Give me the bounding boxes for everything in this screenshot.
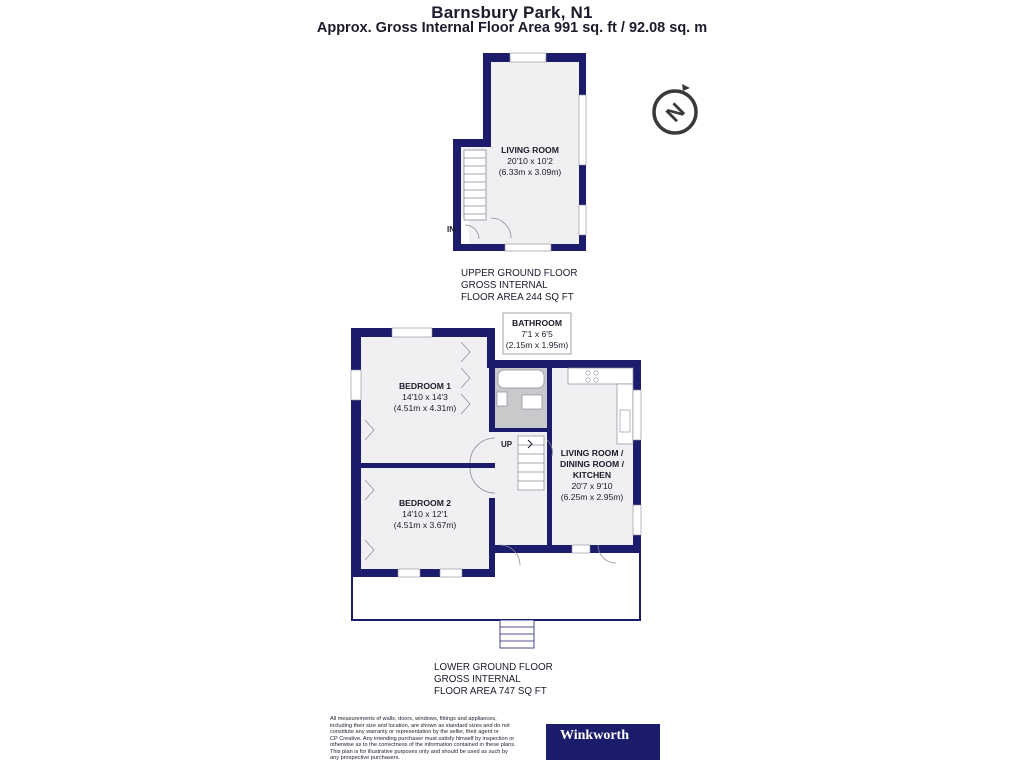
bedroom2-name: BEDROOM 2 <box>398 498 452 508</box>
living-room-metric: (6.33m x 3.09m) <box>498 167 562 177</box>
winkworth-logo: Winkworth <box>546 724 660 760</box>
bathroom-metric: (2.15m x 1.95m) <box>505 340 569 350</box>
bathroom-name: BATHROOM <box>512 318 562 328</box>
terrace-steps <box>500 620 534 648</box>
window <box>510 53 546 62</box>
compass-letter: N <box>660 97 690 127</box>
window <box>572 545 590 553</box>
lower-ground-floor <box>351 313 641 697</box>
bathtub <box>498 370 544 388</box>
sink-icon <box>620 410 630 432</box>
window <box>579 95 586 165</box>
kitchen-imperial: 20'7 x 9'10 <box>571 481 613 491</box>
basin <box>497 392 507 406</box>
window <box>440 569 462 577</box>
lower-floor-label-3: FLOOR AREA 747 SQ FT <box>434 686 547 697</box>
lower-stairs <box>518 436 544 490</box>
upper-stairs <box>464 150 486 220</box>
window <box>351 370 361 400</box>
stairs-up-label: UP <box>501 440 513 449</box>
property-address: Barnsbury Park, N1 <box>431 3 593 22</box>
window <box>633 390 641 440</box>
bedroom2-metric: (4.51m x 3.67m) <box>393 520 457 530</box>
bedroom2-imperial: 14'10 x 12'1 <box>402 509 448 519</box>
entrance-label: IN <box>447 225 455 234</box>
upper-floor-label-3: FLOOR AREA 244 SQ FT <box>461 292 574 303</box>
lower-floor-label-1: LOWER GROUND FLOOR <box>434 662 553 673</box>
kitchen-name-2: DINING ROOM / <box>560 459 624 469</box>
window <box>392 328 432 337</box>
worktop <box>568 368 633 384</box>
toilet <box>522 395 542 409</box>
window <box>633 505 641 535</box>
disclaimer-line: any prospective purchasers. <box>330 755 400 761</box>
bedroom1-imperial: 14'10 x 14'3 <box>402 392 448 402</box>
kitchen-name-1: LIVING ROOM / <box>560 448 624 458</box>
disclaimer-line: This plan is for illustrative purposes only and should be used as such by <box>330 748 508 755</box>
kitchen-name-3: KITCHEN <box>572 470 612 480</box>
lower-floor-label-2: GROSS INTERNAL <box>434 674 521 685</box>
disclaimer-line: CP Creative. Any intending purchaser must satisfy himself by inspection or <box>330 735 515 742</box>
bedroom1-metric: (4.51m x 4.31m) <box>393 403 457 413</box>
entrance-gap <box>461 217 469 244</box>
kitchen-metric: (6.25m x 2.95m) <box>560 492 624 502</box>
disclaimer-line: otherwise as to the correctness of the information contained in these plans. <box>330 742 516 748</box>
disclaimer-line: All measurements of walls, doors, windows, fittings and appliances, <box>330 716 497 722</box>
disclaimer-line: including their size and location, are shown as standard sizes and do not <box>330 722 510 729</box>
upper-floor-label-1: UPPER GROUND FLOOR <box>461 268 578 279</box>
disclaimer-line: constitute any warranty or representation by the seller, their agent or <box>330 729 499 735</box>
window <box>398 569 420 577</box>
bedroom1-name: BEDROOM 1 <box>398 381 452 391</box>
bathroom-imperial: 7'1 x 6'5 <box>521 329 553 339</box>
disclaimer-text <box>330 716 546 762</box>
living-room-name: LIVING ROOM <box>501 145 559 155</box>
compass-icon <box>654 84 696 133</box>
window <box>579 205 586 235</box>
window <box>505 244 551 251</box>
gross-area: Approx. Gross Internal Floor Area 991 sq. ft / 92.08 sq. m <box>316 20 708 36</box>
upper-ground-floor <box>447 53 586 303</box>
living-room-imperial: 20'10 x 10'2 <box>507 156 553 166</box>
upper-floor-label-2: GROSS INTERNAL <box>461 280 548 291</box>
